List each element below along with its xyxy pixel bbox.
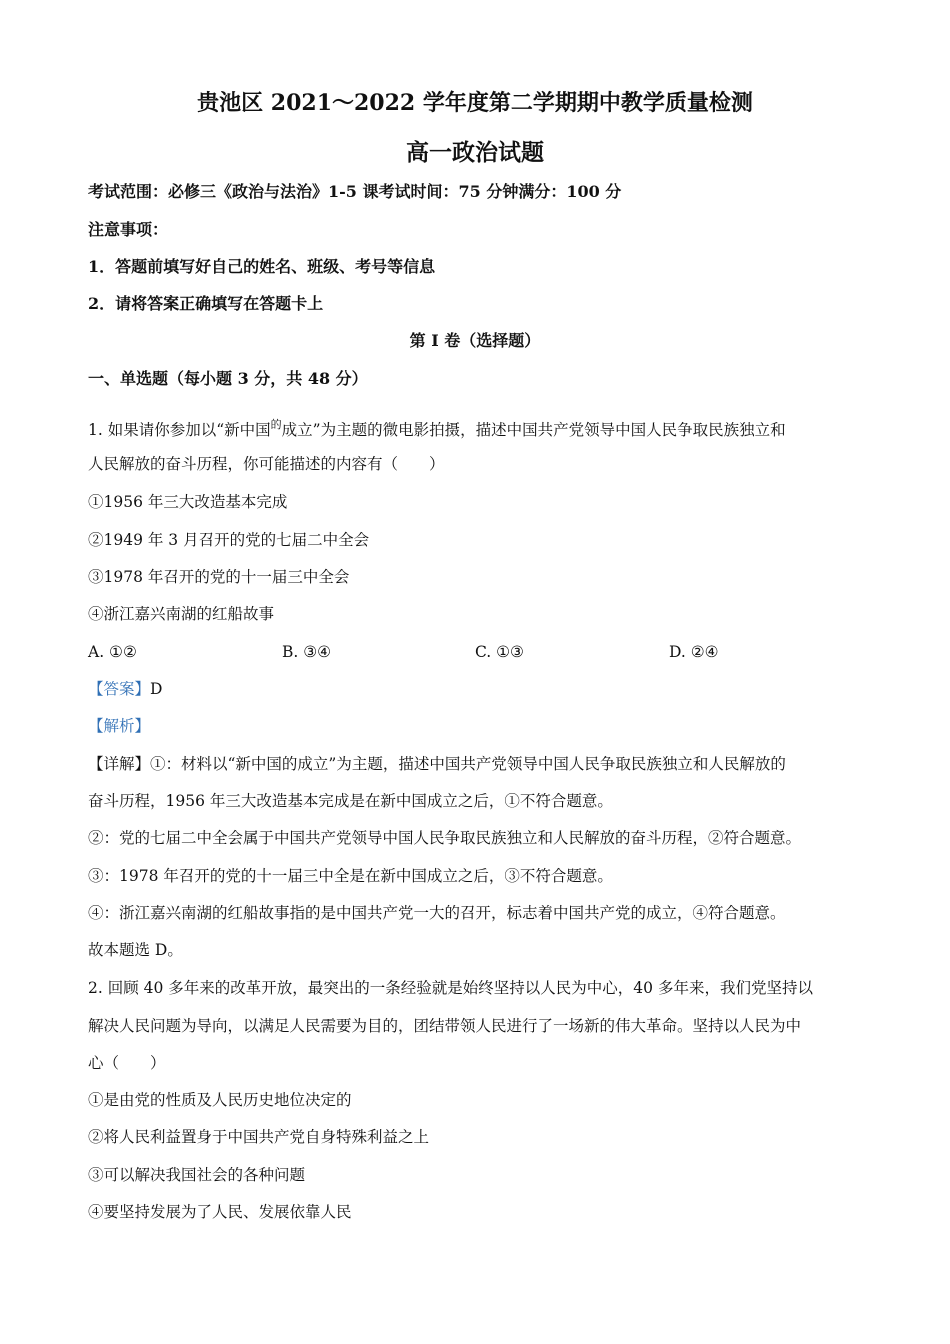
q1-stem-sup: 的 [270,418,282,431]
q1-stem-b: 成立”为主题的微电影拍摄，描述中国共产党领导中国人民争取民族独立和 [281,421,786,439]
q2-stem-line-3: 心（ ） [88,1054,166,1072]
q1-option-a: A. ①② [88,643,137,661]
q2-item-2: ②将人民利益置身于中国共产党自身特殊利益之上 [88,1128,430,1146]
exam-info: 考试范围：必修三《政治与法治》1-5 课考试时间：75 分钟满分：100 分 [88,182,622,201]
q1-option-b: B. ③④ [282,643,332,661]
answer-tag: 【答案】 [88,680,151,698]
q2-stem-line-2: 解决人民问题为导向，以满足人民需要为目的，团结带领人民进行了一场新的伟大革命。坚持以人民为中 [88,1017,802,1035]
q1-detail-6: 故本题选 D。 [88,941,183,959]
q1-item-4: ④浙江嘉兴南湖的红船故事 [88,605,275,623]
exam-subtitle: 高一政治试题 [406,139,544,166]
q1-detail-3: ②：党的七届二中全会属于中国共产党领导中国人民争取民族独立和人民解放的奋斗历程，②符合题意。 [88,829,802,847]
q1-stem-line-1 [88,415,786,440]
notice-title: 注意事项： [88,220,169,239]
volume-heading: 第 I 卷（选择题） [409,331,541,350]
q1-detail-2: 奋斗历程，1956 年三大改造基本完成是在新中国成立之后，①不符合题意。 [88,792,613,810]
q1-detail-5: ④：浙江嘉兴南湖的红船故事指的是中国共产党一大的召开，标志着中国共产党的成立，④符合题意。 [88,904,786,922]
q2-item-1: ①是由党的性质及人民历史地位决定的 [88,1091,352,1109]
q1-option-d: D. ②④ [669,643,719,661]
q2-stem-line-1: 2. 回顾 40 多年来的改革开放，最突出的一条经验就是始终坚持以人民为中心，40 多年来，我们党坚持以 [88,979,813,997]
answer-value: D [150,680,163,698]
q1-stem-a: 1. 如果请你参加以“新中国 [88,421,271,439]
part-heading: 一、单选题（每小题 3 分，共 48 分） [88,369,368,388]
analysis-tag: 【解析】 [88,717,151,735]
q1-item-1: ①1956 年三大改造基本完成 [88,493,288,511]
notice-item-2: 2．请将答案正确填写在答题卡上 [88,294,324,313]
q1-item-3: ③1978 年召开的党的十一届三中全会 [88,568,350,586]
q1-answer [88,679,162,699]
q1-detail-4: ③：1978 年召开的党的十一届三中全是在新中国成立之后，③不符合题意。 [88,867,613,885]
q1-option-c: C. ①③ [475,643,524,661]
exam-title: 贵池区 2021～2022 学年度第二学期期中教学质量检测 [197,90,753,116]
q2-item-3: ③可以解决我国社会的各种问题 [88,1166,306,1184]
q2-item-4: ④要坚持发展为了人民、发展依靠人民 [88,1203,352,1221]
notice-item-1: 1．答题前填写好自己的姓名、班级、考号等信息 [88,257,436,276]
q1-stem-line-2: 人民解放的奋斗历程，你可能描述的内容有（ ） [88,455,445,473]
q1-item-2: ②1949 年 3 月召开的党的七届二中全会 [88,531,370,549]
q1-detail-1: 【详解】①：材料以“新中国的成立”为主题，描述中国共产党领导中国人民争取民族独立和人民解放的 [88,755,786,773]
